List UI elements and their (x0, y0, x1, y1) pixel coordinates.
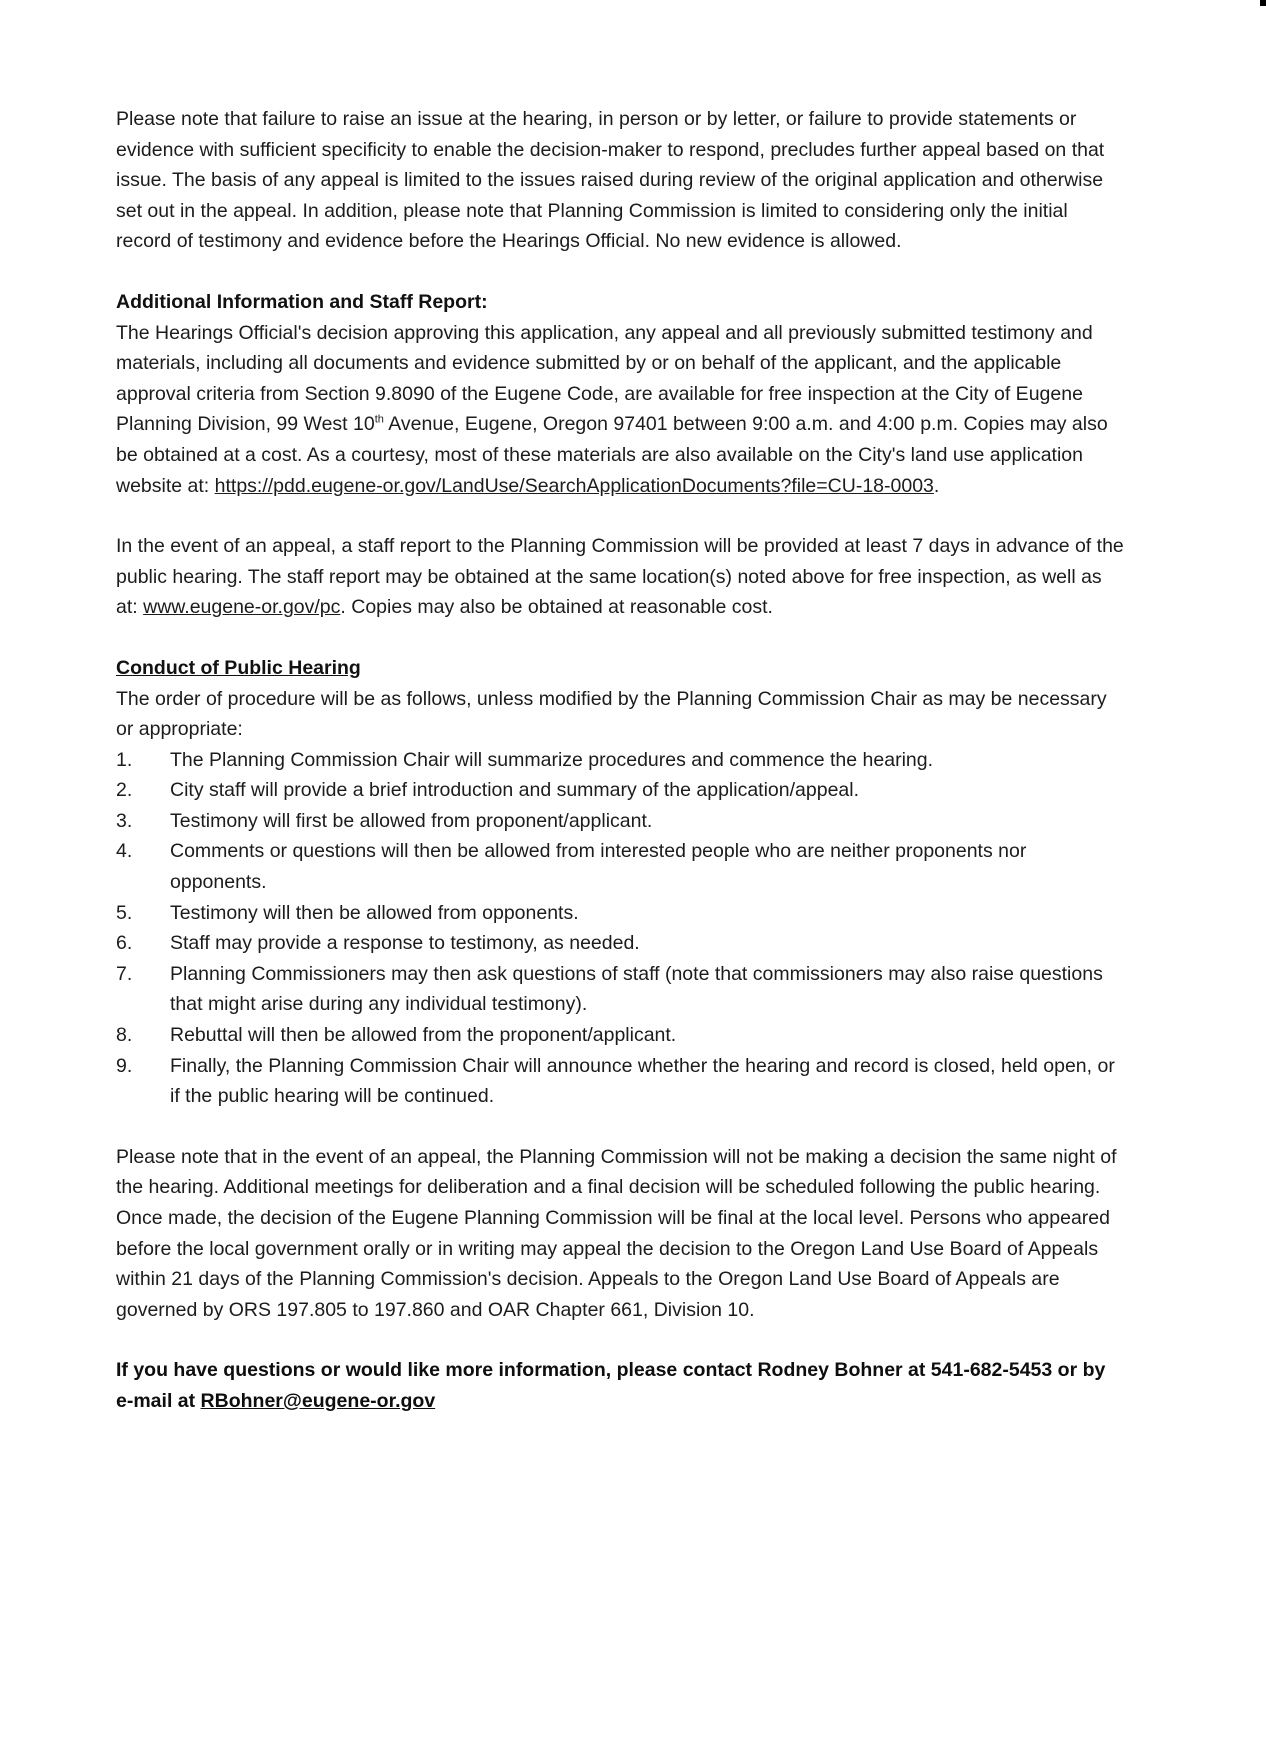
step-number: 7. (116, 962, 133, 985)
document-page (116, 104, 1126, 1417)
staff-report-paragraph (116, 531, 1126, 623)
step-text: Staff may provide a response to testimony, as needed. (170, 932, 640, 955)
step-number: 3. (116, 809, 133, 832)
step-text: Planning Commissioners may then ask questions of staff (note that commissioners may also raise questions that might arise during any individual testimony). (170, 962, 1103, 1016)
decision-paragraph: Please note that in the event of an appeal, the Planning Commission will not be making a decision the same night of the hearing. Additional meetings for deliberation and a final decision will be scheduled following the public hearing. Once made, the decision of the Eugene Planning Commission will be final at the local level. Persons who appeared before the local government orally or in writing may appeal the decision to the Oregon Land Use Board of Appeals within 21 days of the Planning Commission's decision. Appeals to the Oregon Land Use Board of Appeals are governed by ORS 197.805 to 197.860 and OAR Chapter 661, Division 10. (116, 1145, 1117, 1321)
url-suffix: . (933, 474, 940, 497)
procedure-step (116, 806, 1126, 837)
step-text: Finally, the Planning Commission Chair will announce whether the hearing and record is closed, held open, or if the public hearing will be continued. (170, 1054, 1115, 1108)
step-text: City staff will provide a brief introduction and summary of the application/appeal. (170, 779, 860, 802)
procedure-step (116, 1020, 1126, 1051)
planning-commission-link[interactable]: www.eugene-or.gov/pc (143, 596, 341, 619)
procedure-step (116, 836, 1126, 897)
procedure-step (116, 928, 1126, 959)
scan-corner-mark (1260, 0, 1266, 6)
procedure-step (116, 775, 1126, 806)
additional-text-part-1: The Hearings Official's decision approving this application, any appeal and all previously submitted testimony and materials, including all documents and evidence submitted by or on behalf of the applicant, and the applicable approval criteria from Section 9.8090 of the Eugene Code, are available for free inspection at the City of Eugene Planning Division, 99 West 10 (116, 321, 1093, 436)
staff-report-text-part-1: In the event of an appeal, a staff report to the Planning Commission will be provided at least 7 days in advance of the public hearing. The staff report may be obtained at the same location(s) noted above for free inspection, as well as at: (116, 535, 1124, 619)
additional-information-section (116, 287, 1126, 501)
step-text: Rebuttal will then be allowed from the proponent/applicant. (170, 1024, 677, 1047)
step-text: The Planning Commission Chair will summarize procedures and commence the hearing. (170, 748, 934, 771)
application-documents-link[interactable]: https://pdd.eugene-or.gov/LandUse/SearchApplicationDocuments?file=CU-18-0003 (214, 474, 934, 497)
conduct-section (116, 653, 1126, 1112)
conduct-heading: Conduct of Public Hearing (116, 656, 361, 679)
contact-email-link[interactable]: RBohner@eugene-or.gov (200, 1389, 436, 1412)
step-number: 2. (116, 779, 133, 802)
step-text: Comments or questions will then be allowed from interested people who are neither proponents nor opponents. (170, 840, 1027, 894)
procedure-step (116, 745, 1126, 776)
step-number: 9. (116, 1054, 133, 1077)
step-text: Testimony will then be allowed from opponents. (170, 901, 579, 924)
staff-report-text-part-2: . Copies may also be obtained at reasonable cost. (340, 596, 773, 619)
ordinal-superscript: th (374, 413, 384, 426)
step-text: Testimony will first be allowed from proponent/applicant. (170, 809, 653, 832)
contact-text: If you have questions or would like more information, please contact Rodney Bohner at 541-682-5453 or by e-mail at (116, 1359, 1106, 1412)
step-number: 8. (116, 1024, 133, 1047)
contact-paragraph (116, 1355, 1126, 1416)
step-number: 6. (116, 932, 133, 955)
additional-information-heading: Additional Information and Staff Report: (116, 290, 488, 313)
additional-information-paragraph (116, 318, 1126, 502)
step-number: 1. (116, 748, 133, 771)
step-number: 4. (116, 840, 133, 863)
procedure-step (116, 959, 1126, 1020)
additional-text-part-2: Avenue, Eugene, Oregon 97401 between 9:00 a.m. and 4:00 p.m. Copies may also be obtained at a cost. As a courtesy, most of these materials are also available on the City's land use application website at: (116, 413, 1108, 497)
appeal-limitation-paragraph: Please note that failure to raise an issue at the hearing, in person or by letter, or failure to provide statements or evidence with sufficient specificity to enable the decision-maker to respond, precludes further appeal based on that issue. The basis of any appeal is limited to the issues raised during review of the original application and otherwise set out in the appeal. In addition, please note that Planning Commission is limited to considering only the initial record of testimony and evidence before the Hearings Official. No new evidence is allowed. (116, 108, 1105, 253)
procedure-step (116, 898, 1126, 929)
step-number: 5. (116, 901, 133, 924)
procedure-list (116, 745, 1126, 1112)
procedure-step (116, 1051, 1126, 1112)
conduct-intro: The order of procedure will be as follows, unless modified by the Planning Commission Chair as may be necessary or appropriate: (116, 687, 1107, 741)
